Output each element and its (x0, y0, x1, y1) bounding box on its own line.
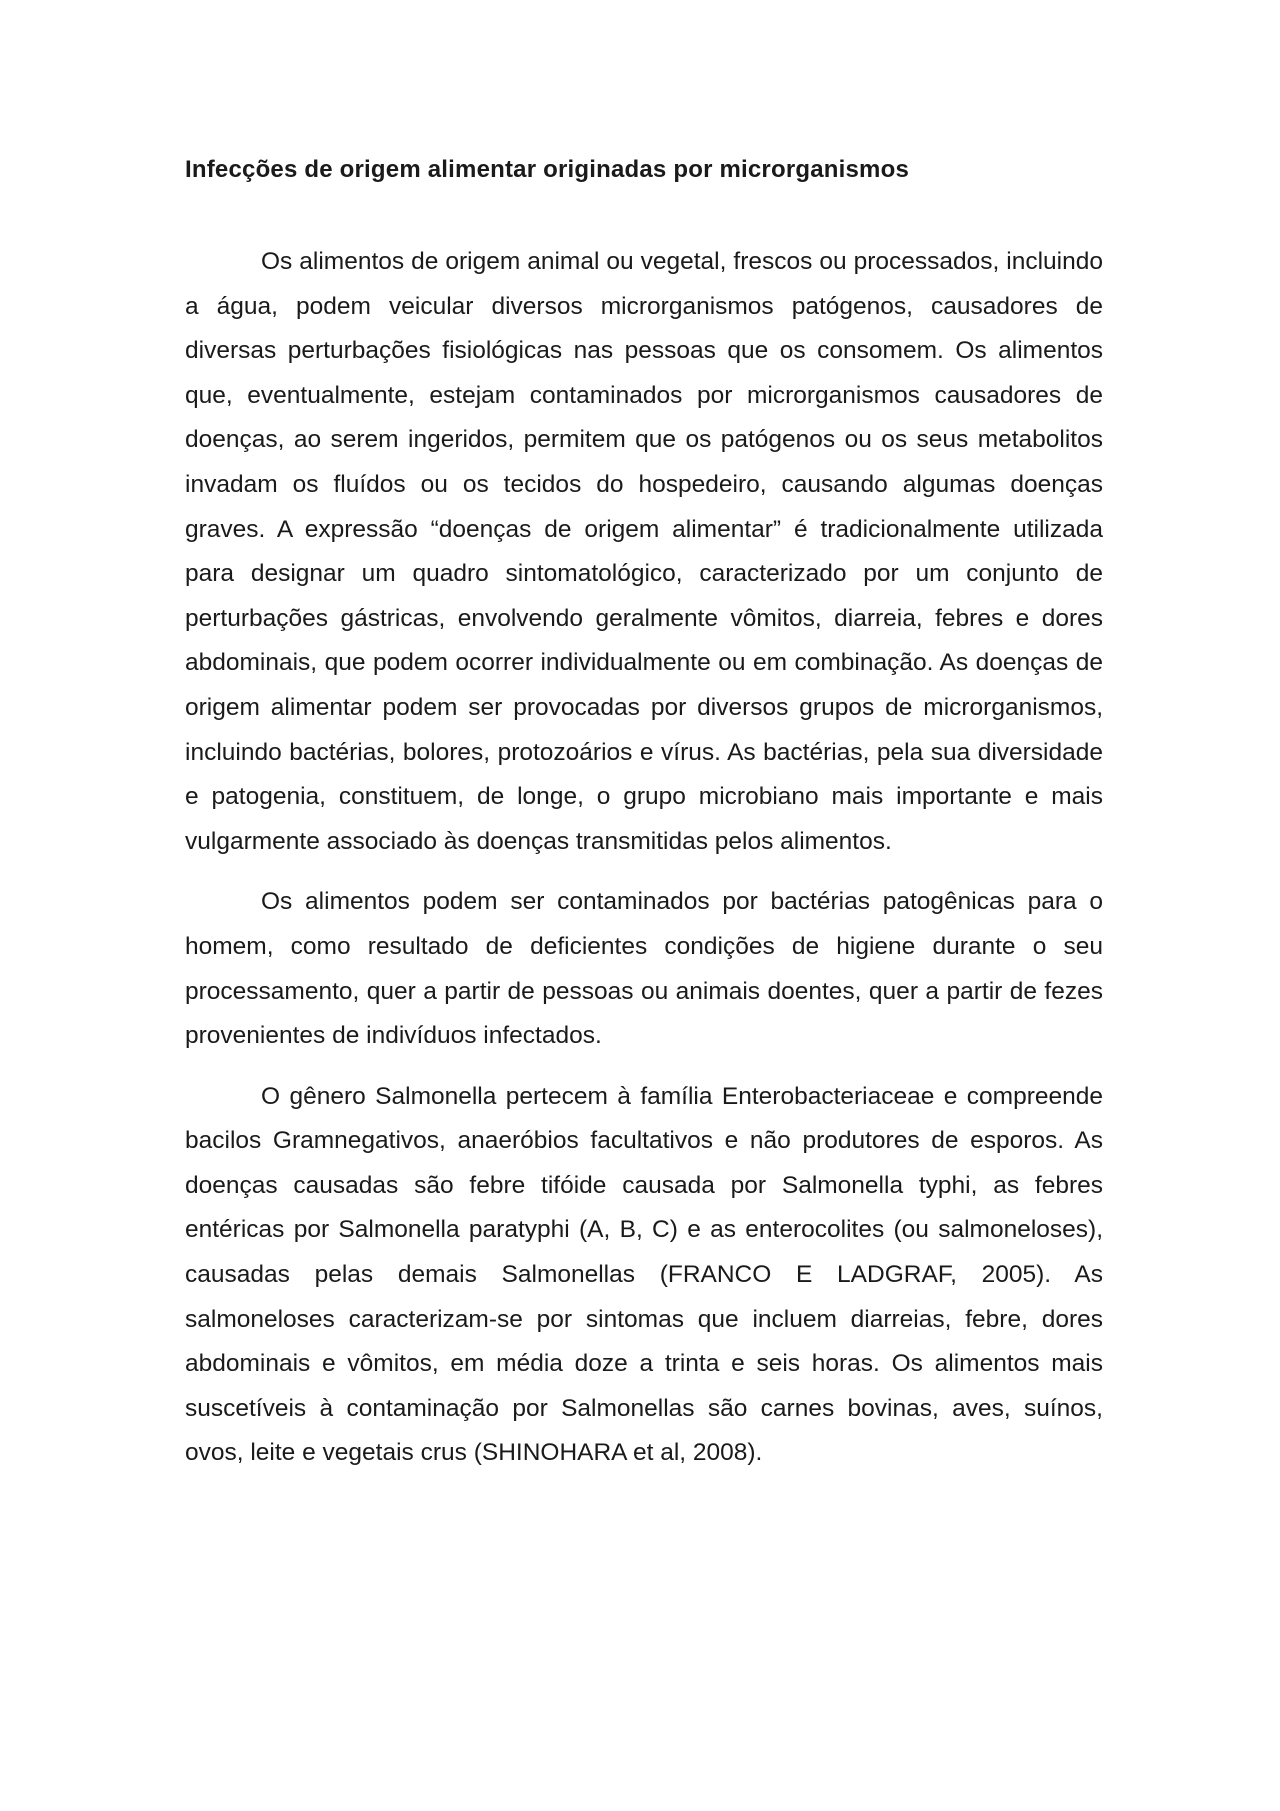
paragraph-foodborne-diseases: Os alimentos de origem animal ou vegetal, frescos ou processados, incluindo a água, podem veicular diversos microrganismos patógenos, causadores de diversas perturbações fisiológicas nas pessoas que os consomem. Os alimentos que, eventualmente, estejam contaminados por microrganismos causadores de doenças, ao serem ingeridos, permitem que os patógenos ou os seus metabolitos invadam os fluídos ou os tecidos do hospedeiro, causando algumas doenças graves. A expressão “doenças de origem alimentar” é tradicionalmente utilizada para designar um quadro sintomatológico, caracterizado por um conjunto de perturbações gástricas, envolvendo geralmente vômitos, diarreia, febres e dores abdominais, que podem ocorrer individualmente ou em combinação. As doenças de origem alimentar podem ser provocadas por diversos grupos de microrganismos, incluindo bactérias, bolores, protozoários e vírus. As bactérias, pela sua diversidade e patogenia, constituem, de longe, o grupo microbiano mais importante e mais vulgarmente associado às doenças transmitidas pelos alimentos. (185, 248, 1103, 855)
paragraph-contamination: Os alimentos podem ser contaminados por bactérias patogênicas para o homem, como resultado de deficientes condições de higiene durante o seu processamento, quer a partir de pessoas ou animais doentes, quer a partir de fezes provenientes de indivíduos infectados. (185, 888, 1103, 1050)
paragraph-salmonella: O gênero Salmonella pertecem à família Enterobacteriaceae e compreende bacilos Gramnegativos, anaeróbios facultativos e não produtores de esporos. As doenças causadas são febre tifóide causada por Salmonella typhi, as febres entéricas por Salmonella paratyphi (A, B, C) e as enterocolites (ou salmoneloses), causadas pelas demais Salmonellas (FRANCO E LADGRAF, 2005). As salmoneloses caracterizam-se por sintomas que incluem diarreias, febre, dores abdominais e vômitos, em média doze a trinta e seis horas. Os alimentos mais suscetíveis à contaminação por Salmonellas são carnes bovinas, aves, suínos, ovos, leite e vegetais crus (SHINOHARA et al, 2008). (185, 1082, 1103, 1467)
document-page (185, 150, 1103, 1492)
document-title: Infecções de origem alimentar originadas por microrganismos (185, 156, 910, 183)
